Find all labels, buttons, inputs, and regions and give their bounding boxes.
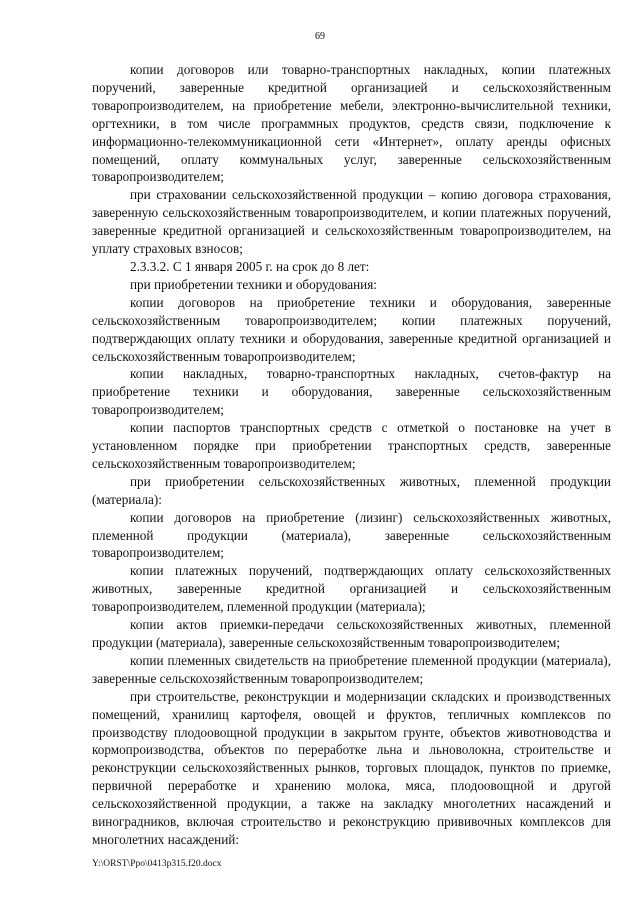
paragraph-animals-payments: копии платежных поручений, подтверждающих оплату сельскохозяйственных животных, заверенные кредитной организацией и сельскохозяйственным товаропроизводителем, племенной продукции (материала);	[92, 563, 611, 615]
page-number: 69	[315, 31, 325, 42]
paragraph-breeding-certificates: копии племенных свидетельств на приобретение племенной продукции (материала), заверенные сельскохозяйственным товаропроизводителем;	[92, 652, 611, 686]
paragraph-construction: при строительстве, реконструкции и модернизации складских и производственных помещений, хранилищ картофеля, овощей и фруктов, тепличных комплексов по производству плодоовощной продукции в закрытом грунте, объектов животноводства и кормопроизводства, объектов по переработке льна и льноволокна, строительстве и реконструкции сельскохозяйственных рынков, торговых площадок, пунктов по приемке, первичной переработке и хранению молока, мяса, плодоовощной и другой сельскохозяйственной продукции, а также на закладку многолетних насаждений и виноградников, включая строительство и реконструкцию прививочных комплексов для многолетних насаждений:	[92, 688, 611, 847]
paragraph-vehicle-passports: копии паспортов транспортных средств с отметкой о постановке на учет в установленном порядке при приобретении транспортных средств, заверенные сельскохозяйственным товаропроизводителем;	[92, 420, 611, 471]
paragraph-animals-purchase: при приобретении сельскохозяйственных животных, племенной продукции (материала):	[92, 473, 611, 507]
paragraph-equipment-purchase: при приобретении техники и оборудования:	[130, 276, 377, 292]
paragraph-office-expense-copies: копии договоров или товарно-транспортных накладных, копии платежных поручений, заверенные кредитной организацией и сельскохозяйственным товаропроизводителем, на приобретение мебели, электронно-вычислительной техники, оргтехники, в том числе программных продуктов, средств связи, подключение к информационно-телекоммуникационной сети «Интернет», оплату аренды офисных помещений, оплату коммунальных услуг, заверенные сельскохозяйственным товаропроизводителем;	[92, 62, 611, 185]
paragraph-equipment-invoices: копии накладных, товарно-транспортных накладных, счетов-фактур на приобретение техники и оборудования, заверенные сельскохозяйственным товаропроизводителем;	[92, 366, 611, 418]
footer-file-path: Y:\ORST\Ppo\0413p315.f20.docx	[92, 859, 222, 869]
paragraph-equipment-contracts: копии договоров на приобретение техники и оборудования, заверенные сельскохозяйственным товаропроизводителем; копии платежных поручений, подтверждающих оплату техники и оборудования, заверенные кредитной организацией и сельскохозяйственным товаропроизводителем;	[92, 294, 611, 364]
paragraph-insurance: при страховании сельскохозяйственной продукции – копию договора страхования, заверенную сельскохозяйственным товаропроизводителем, и копии платежных поручений, заверенные кредитной организацией и сельскохозяйственным товаропроизводителем, на уплату страховых взносов;	[92, 187, 611, 257]
paragraph-animals-acts: копии актов приемки-передачи сельскохозяйственных животных, племенной продукции (материала), заверенные сельскохозяйственным товаропроизводителем;	[92, 617, 611, 650]
paragraph-section-2-3-3-2: 2.3.3.2. С 1 января 2005 г. на срок до 8 лет:	[130, 258, 370, 274]
document-body	[92, 61, 611, 849]
paragraph-animals-contracts: копии договоров на приобретение (лизинг) сельскохозяйственных животных, племенной продукции (материала), заверенные сельскохозяйственным товаропроизводителем;	[92, 509, 611, 561]
